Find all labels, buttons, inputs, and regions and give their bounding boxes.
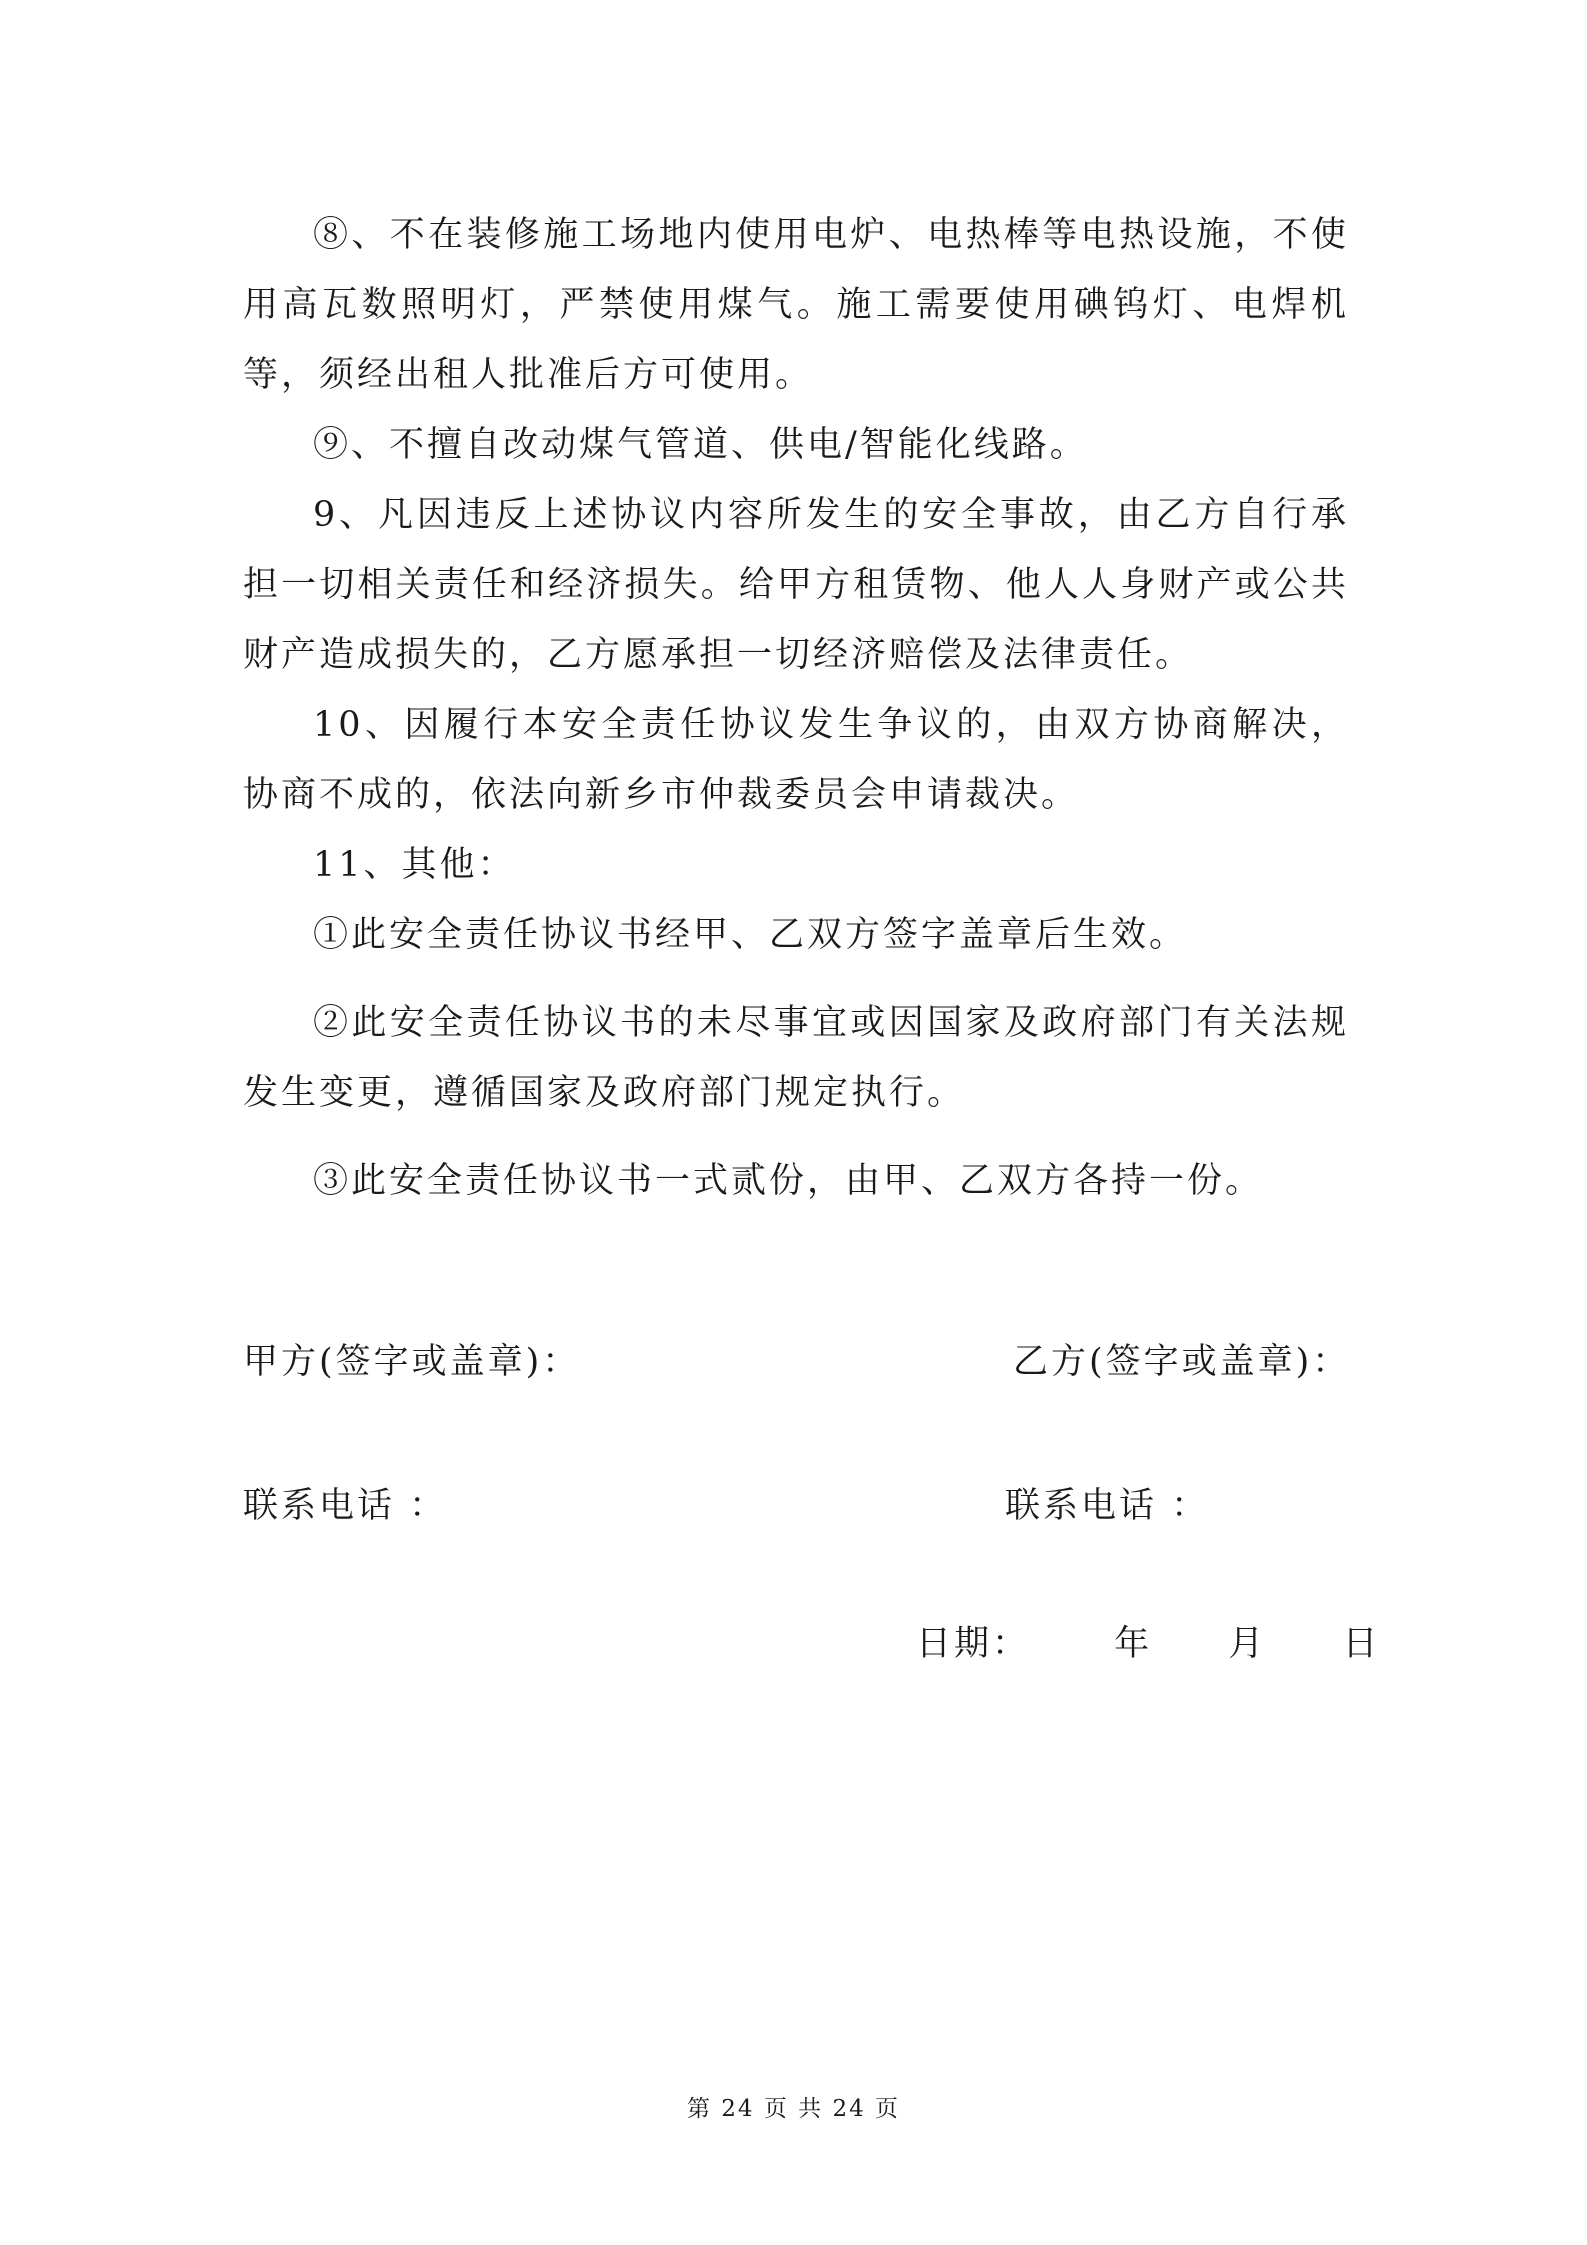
date-line: [916, 1616, 1380, 1666]
date-day: 日: [1342, 1624, 1381, 1664]
signature-row-phones: [243, 1478, 1349, 1528]
party-b-phone-label: 联系电话 ：: [1005, 1486, 1210, 1526]
agreement-body: [243, 200, 1349, 1216]
date-month: 月: [1228, 1624, 1267, 1664]
date-year: 年: [1114, 1624, 1153, 1664]
clause-10: 10、因履行本安全责任协议发生争议的，由双方协商解决，协商不成的，依法向新乡市仲裁委员会申请裁决。: [243, 705, 1349, 815]
clause-11-heading: 11、其他：: [313, 845, 516, 885]
clause-11-item-3: ③此安全责任协议书一式贰份，由甲、乙双方各持一份。: [313, 1161, 1264, 1201]
party-b-signature-label: 乙方(签字或盖章)：: [1013, 1342, 1351, 1382]
clause-11-item-1: ①此安全责任协议书经甲、乙双方签字盖章后生效。: [313, 915, 1188, 955]
clause-9-circled: ⑨、不擅自改动煤气管道、供电/智能化线路。: [313, 425, 1088, 465]
party-a-signature-label: 甲方(签字或盖章)：: [243, 1342, 581, 1382]
clause-9: 9、凡因违反上述协议内容所发生的安全事故，由乙方自行承担一切相关责任和经济损失。给甲方租赁物、他人人身财产或公共财产造成损失的，乙方愿承担一切经济赔偿及法律责任。: [243, 495, 1349, 675]
party-a-phone-label: 联系电话 ：: [243, 1486, 448, 1526]
page-number-footer: 第 24 页 共 24 页: [686, 2096, 901, 2122]
signature-row-parties: [243, 1334, 1349, 1384]
date-label: 日期：: [916, 1624, 1031, 1664]
clause-8-circled: ⑧、不在装修施工场地内使用电炉、电热棒等电热设施，不使用高瓦数照明灯，严禁使用煤气。施工需要使用碘钨灯、电焊机等，须经出租人批准后方可使用。: [243, 215, 1349, 395]
clause-11-item-2: ②此安全责任协议书的未尽事宜或因国家及政府部门有关法规发生变更，遵循国家及政府部门规定执行。: [243, 1003, 1349, 1113]
